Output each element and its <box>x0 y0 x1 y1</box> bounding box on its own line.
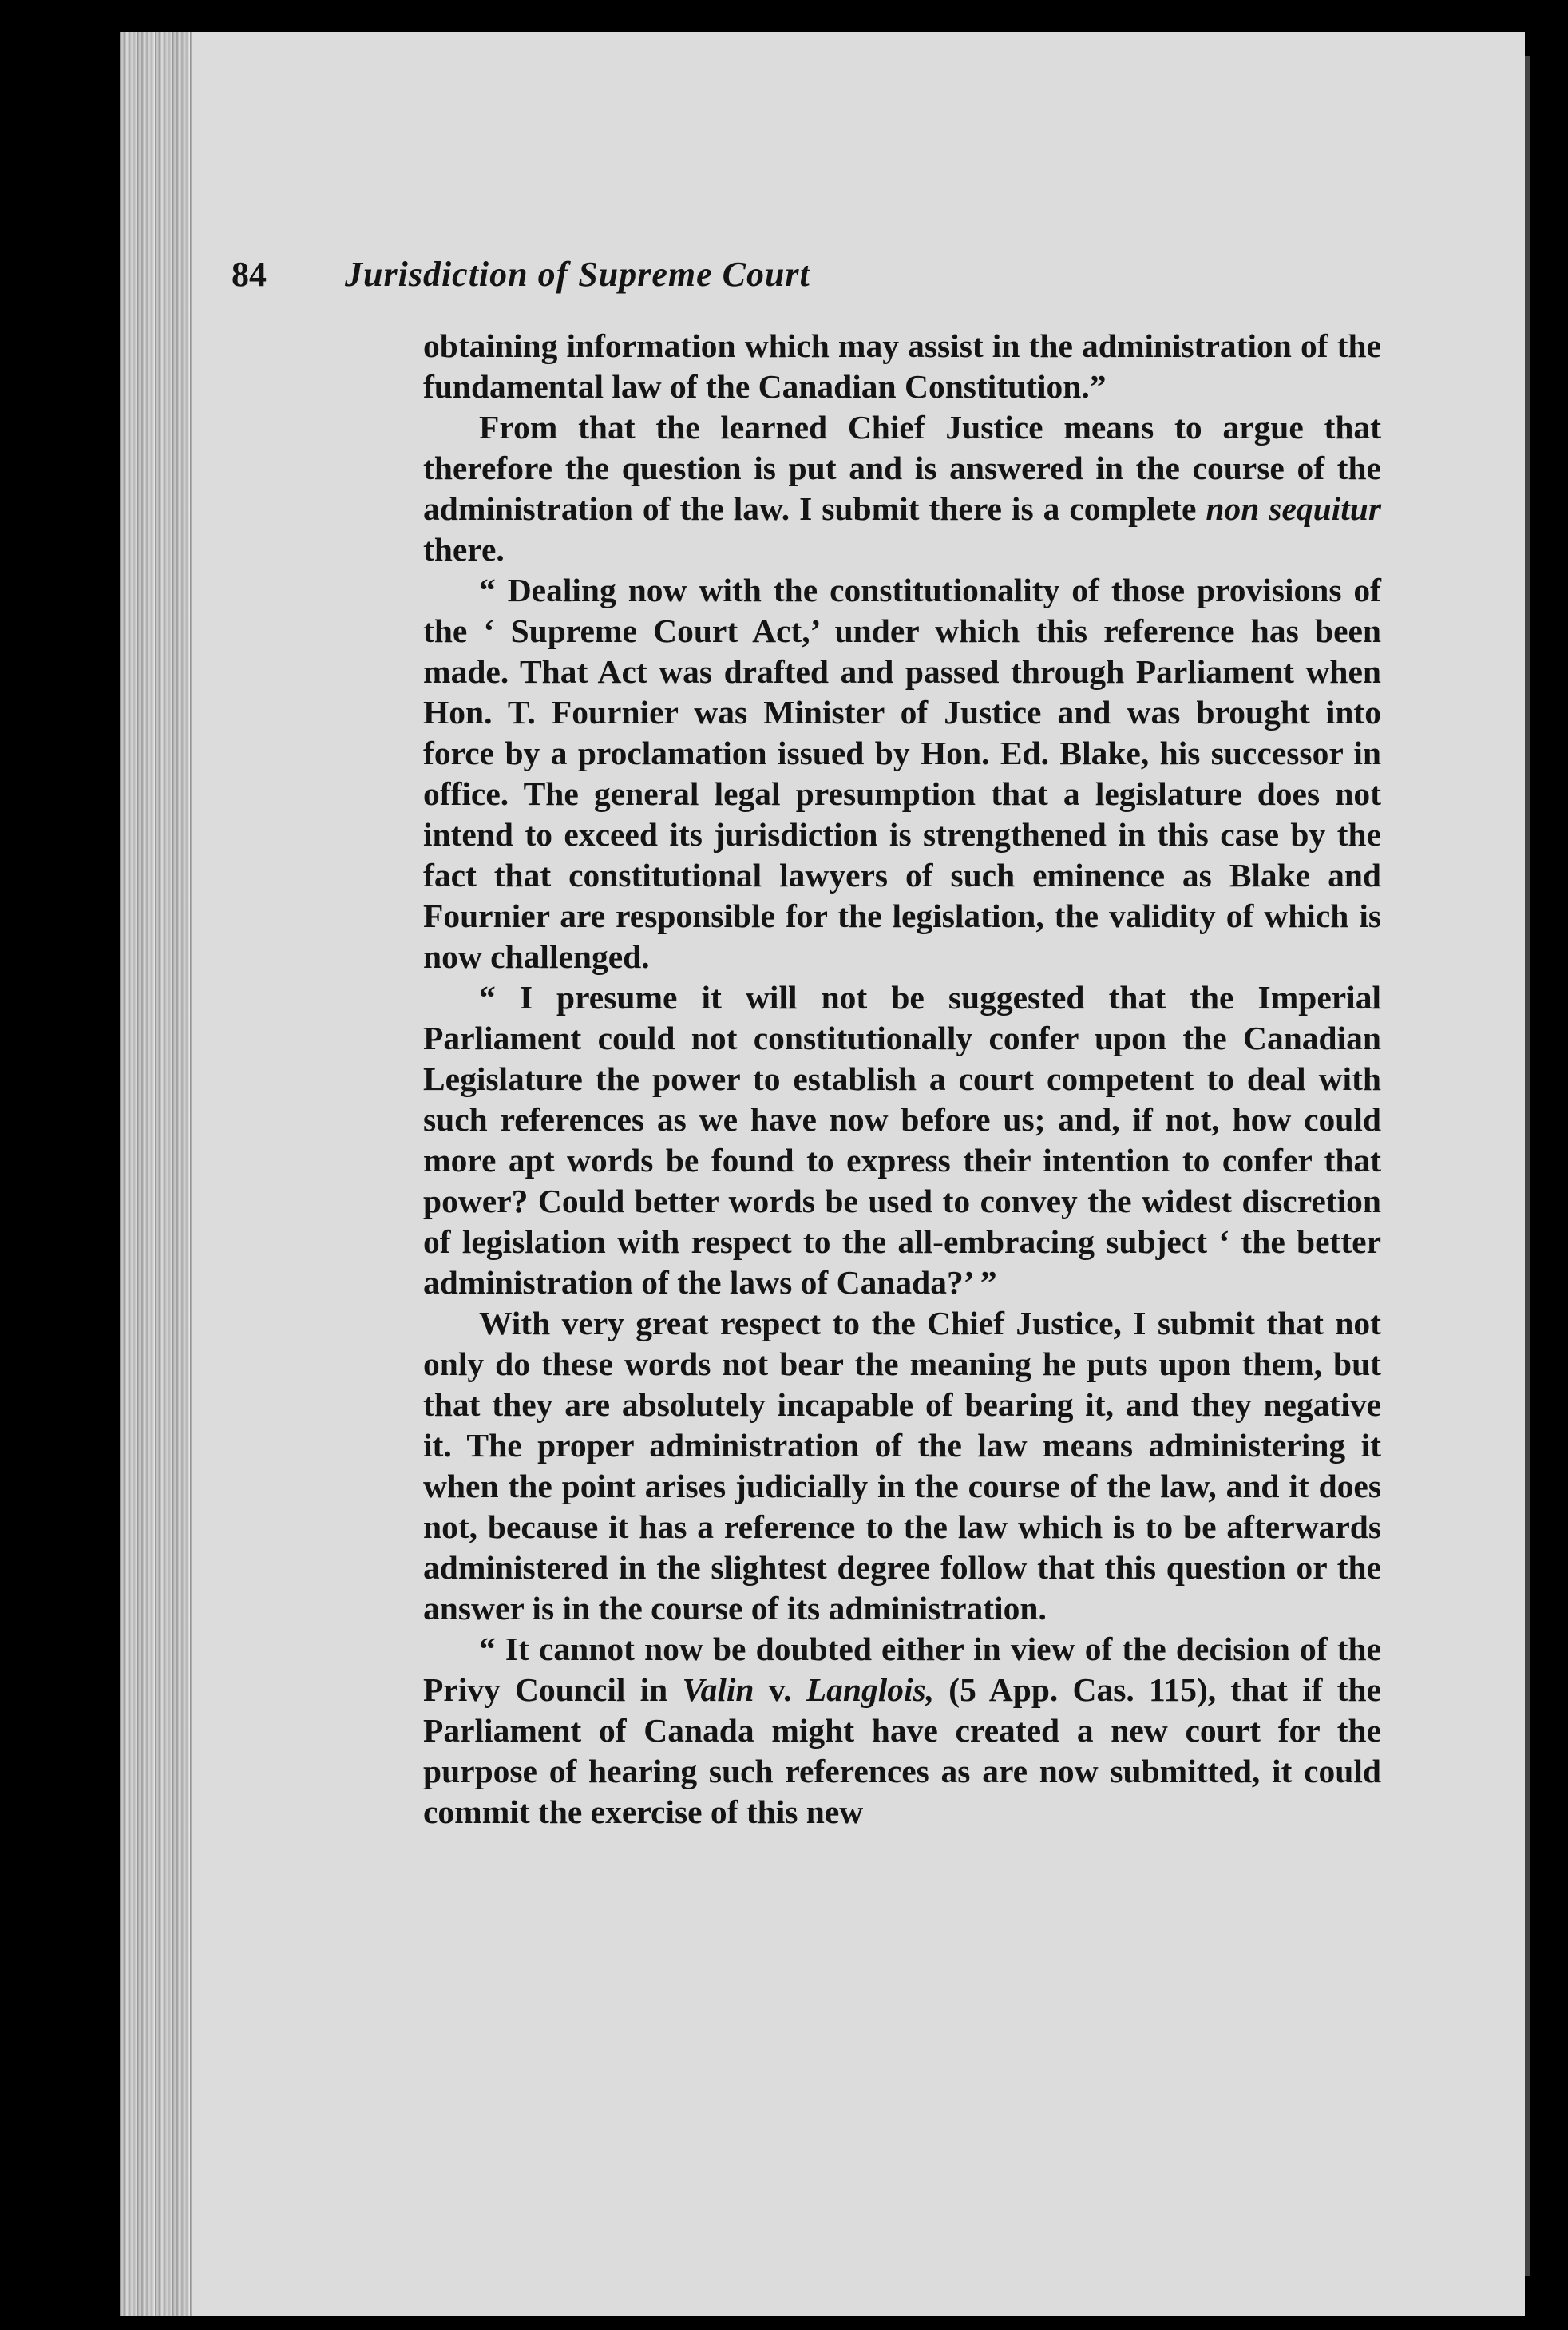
paragraph-6-end: (5 App. Cas. 115), that if the Parliament of Canada might have created a new court for the purpose of hearing such references as are now submitted, it could commit the exercise of this new <box>423 1671 1382 1830</box>
page-header <box>232 254 1158 302</box>
paragraph-3: “ Dealing now with the constitutionality of those provisions of the ‘ Supreme Court Act,’ under which this reference has been made. That Act was drafted and passed through Parliament when Hon. T. Fournier was Minister of Justice and was brought into force by a proclamation issued by Hon. Ed. Blake, his successor in office. The general legal presumption that a legislature does not intend to exceed its jurisdiction is strengthened in this case by the fact that constitutional lawyers of such eminence as Blake and Fournier are responsible for the legislation, the validity of which is now challenged. <box>423 572 1381 975</box>
case-versus: v. <box>754 1671 806 1708</box>
paragraph-1: obtaining information which may assist in the administration of the fundamental law of the Canadian Constitution.” <box>423 327 1381 405</box>
paragraph-4: “ I presume it will not be suggested that the Imperial Parliament could not constitutionally confer upon the Canadian Legislature the power to establish a court competent to deal with such references as we have now before us; and, if not, how could more apt words be found to express their intention to confer that power? Could better words be used to convey the widest discretion of legislation with respect to the all-embracing subject ‘ the better administration of the laws of Canada?’ ” <box>423 979 1381 1301</box>
paragraph-2-end: there. <box>423 531 505 568</box>
body-text <box>423 326 1381 1833</box>
case-name-valin: Valin <box>682 1671 754 1708</box>
paragraph-6-text: “ It cannot now be doubted either in view of the decision of the Privy Council in <box>423 1631 1381 1708</box>
latin-phrase: non sequitur <box>1206 490 1381 527</box>
facing-page-edge <box>1525 56 1530 2276</box>
case-name-langlois: Langlois, <box>806 1671 935 1708</box>
running-title: Jurisdiction of Supreme Court <box>345 255 810 294</box>
paragraph-2-text: From that the learned Chief Justice means to argue that therefore the question is put and is answered in the course of the administration of the law. I submit there is a complete <box>423 409 1381 527</box>
book-gutter <box>120 32 196 2316</box>
paragraph-5: With very great respect to the Chief Justice, I submit that not only do these words not bear the meaning he puts upon them, but that they are absolutely incapable of bearing it, and they negative it. The proper administration of the law means administering it when the point arises judicially in the course of the law, and it does not, because it has a reference to the law which is to be afterwards administered in the slightest degree follow that this question or the answer is in the course of its administration. <box>423 1305 1381 1627</box>
paragraph-6 <box>423 1629 1381 1833</box>
paragraph-2 <box>423 407 1381 570</box>
page-number: 84 <box>232 255 267 294</box>
